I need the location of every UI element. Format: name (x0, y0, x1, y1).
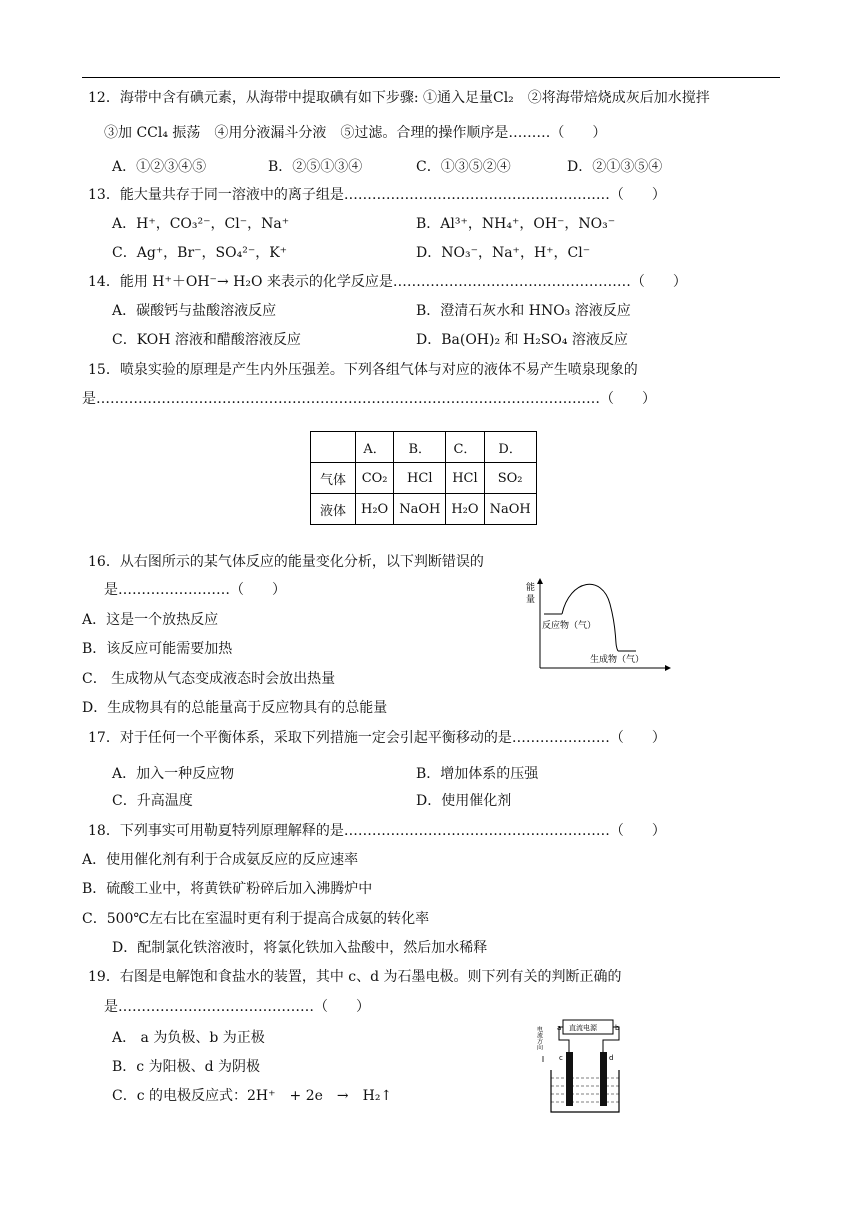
table-cell: 液体 (311, 494, 356, 525)
q18-option-b[interactable]: B．硫酸工业中，将黄铁矿粉碎后加入沸腾炉中 (82, 881, 373, 897)
q18-stem: 18．下列事实可用勒夏特列原理解释的是…………………………………………………（ ） (88, 823, 666, 839)
table-header-a: A． (356, 432, 394, 463)
q14-option-c[interactable]: C．KOH 溶液和醋酸溶液反应 (112, 332, 301, 348)
table-cell: HCl (394, 463, 446, 494)
table-cell (311, 432, 356, 463)
q17-stem: 17．对于任何一个平衡体系，采取下列措施一定会引起平衡移动的是…………………（ ） (88, 730, 666, 746)
gas-liquid-table (310, 431, 537, 525)
terminal-a-label: a (557, 1024, 562, 1032)
q19-option-c[interactable]: C．c 的电极反应式：2H⁺ + 2e → H₂↑ (112, 1088, 393, 1104)
q16-stem-line1: 16．从右图所示的某气体反应的能量变化分析，以下判断错误的 (88, 554, 484, 570)
q16-option-d[interactable]: D．生成物具有的总能量高于反应物具有的总能量 (82, 700, 388, 716)
q13-option-d[interactable]: D．NO₃⁻，Na⁺，H⁺，Cl⁻ (416, 245, 591, 261)
table-cell: SO₂ (484, 463, 536, 494)
power-supply-label: 直流电源 (569, 1024, 597, 1032)
q12-option-d[interactable]: D．②①③⑤④ (567, 159, 663, 175)
reactant-label: 反应物（气） (542, 621, 597, 631)
table-row (311, 463, 537, 494)
q18-option-d[interactable]: D．配制氯化铁溶液时，将氯化铁加入盐酸中，然后加水稀释 (112, 940, 488, 956)
q19-stem-line2: 是……………………………………（ ） (104, 999, 370, 1015)
energy-axis-label-2: 量 (526, 595, 536, 605)
q14-option-b[interactable]: B．澄清石灰水和 HNO₃ 溶液反应 (416, 303, 631, 319)
product-label: 生成物（气） (590, 655, 645, 665)
q17-option-b[interactable]: B．增加体系的压强 (416, 766, 539, 782)
q15-stem-line1: 15．喷泉实验的原理是产生内外压强差。下列各组气体与对应的液体不易产生喷泉现象的 (88, 362, 638, 378)
q14-option-a[interactable]: A．碳酸钙与盐酸溶液反应 (112, 303, 277, 319)
table-row (311, 494, 537, 525)
q12-option-a[interactable]: A．①②③④⑤ (112, 159, 207, 175)
q12-stem-line2: ③加 CCl₄ 振荡 ④用分液漏斗分液 ⑤过滤。合理的操作顺序是………（ ） (104, 125, 607, 141)
q16-option-a[interactable]: A．这是一个放热反应 (82, 612, 219, 628)
table-header-c: C． (446, 432, 484, 463)
table-cell: NaOH (394, 494, 446, 525)
q13-option-b[interactable]: B．Al³⁺，NH₄⁺，OH⁻，NO₃⁻ (416, 216, 616, 232)
table-cell: HCl (446, 463, 484, 494)
terminal-b-label: b (615, 1024, 620, 1032)
table-cell: H₂O (356, 494, 394, 525)
q19-stem-line1: 19．右图是电解饱和食盐水的装置，其中 c、d 为石墨电极。则下列有关的判断正确的 (88, 969, 622, 985)
table-header-b: B． (394, 432, 446, 463)
q19-option-a[interactable]: A． a 为负极、b 为正极 (112, 1030, 265, 1046)
q18-option-a[interactable]: A．使用催化剂有利于合成氨反应的反应速率 (82, 852, 359, 868)
q19-option-b[interactable]: B．c 为阳极、d 为阴极 (112, 1059, 260, 1075)
q12-option-c[interactable]: C．①③⑤②④ (416, 159, 511, 175)
table-cell: H₂O (446, 494, 484, 525)
table-cell: 气体 (311, 463, 356, 494)
q18-option-c[interactable]: C．500℃左右比在室温时更有利于提高合成氨的转化率 (82, 911, 430, 927)
q16-option-b[interactable]: B．该反应可能需要加热 (82, 641, 233, 657)
q15-stem-line2: 是………………………………………………………………………………………………（ ） (82, 391, 656, 407)
q13-option-c[interactable]: C．Ag⁺，Br⁻，SO₄²⁻，K⁺ (112, 245, 288, 261)
q14-stem: 14．能用 H⁺＋OH⁻→ H₂O 来表示的化学反应是……………………………………………（ ） (88, 274, 687, 290)
header-rule (82, 77, 780, 78)
table-cell: CO₂ (356, 463, 394, 494)
table-header-row (311, 432, 537, 463)
q16-option-c[interactable]: C． 生成物从气态变成液态时会放出热量 (82, 671, 336, 687)
electrode-c-label: c (559, 1054, 563, 1062)
table-cell: NaOH (484, 494, 536, 525)
q12-option-b[interactable]: B．②⑤①③④ (268, 159, 363, 175)
q13-stem: 13．能大量共存于同一溶液中的离子组是…………………………………………………（ ） (88, 187, 666, 203)
electrode-d-label: d (609, 1054, 614, 1062)
q17-option-d[interactable]: D．使用催化剂 (416, 793, 512, 809)
energy-axis-label-1: 能 (526, 583, 536, 593)
q12-stem-line1: 12．海带中含有碘元素，从海带中提取碘有如下步骤: ①通入足量Cl₂ ②将海带焙烧成灰后加水搅拌 (88, 90, 710, 106)
q17-option-a[interactable]: A．加入一种反应物 (112, 766, 235, 782)
electrolysis-apparatus (535, 1016, 635, 1116)
energy-diagram (522, 574, 672, 674)
table-header-d: D． (484, 432, 536, 463)
q17-option-c[interactable]: C．升高温度 (112, 793, 193, 809)
q13-option-a[interactable]: A．H⁺，CO₃²⁻，Cl⁻，Na⁺ (112, 216, 290, 232)
current-direction-label: 电流方向 (535, 1026, 543, 1050)
q16-stem-line2: 是……………………（ ） (104, 582, 286, 598)
q14-option-d[interactable]: D．Ba(OH)₂ 和 H₂SO₄ 溶液反应 (416, 332, 628, 348)
